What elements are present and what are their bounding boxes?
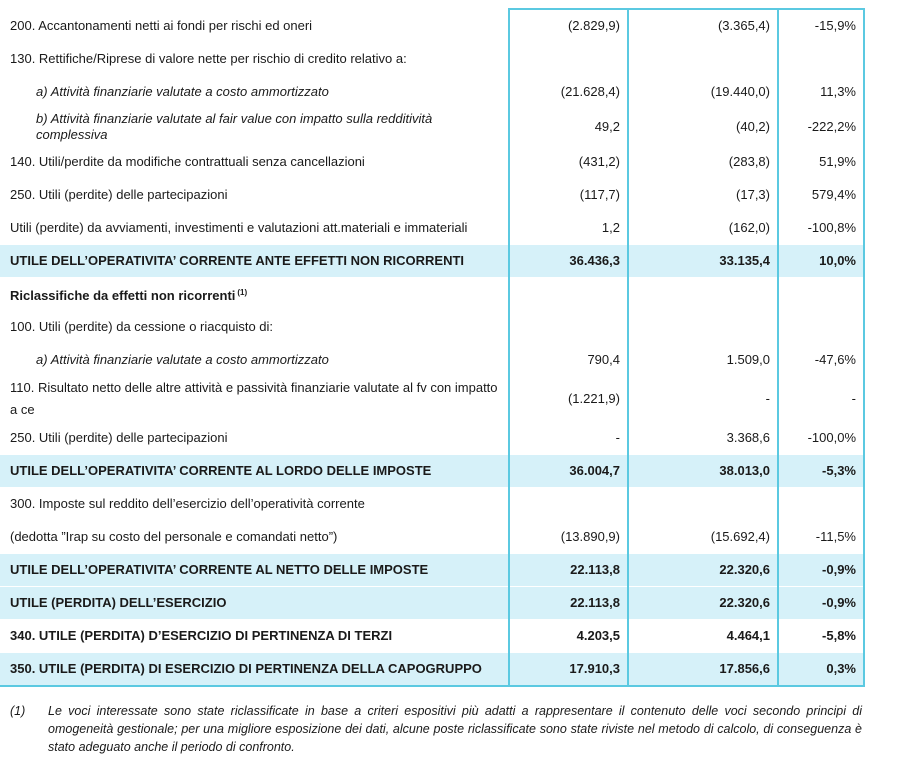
value-current: 22.113,8	[509, 587, 628, 620]
value-change: 11,3%	[778, 76, 864, 109]
table-row	[0, 212, 864, 245]
footnote-ref: (1)	[237, 287, 248, 297]
value-change	[778, 488, 864, 521]
footnote	[10, 702, 862, 756]
value-current: 790,4	[509, 344, 628, 377]
value-previous: 3.368,6	[628, 422, 778, 455]
value-previous	[628, 278, 778, 311]
value-change: -11,5%	[778, 521, 864, 554]
value-change: 579,4%	[778, 179, 864, 212]
value-change: -5,3%	[778, 455, 864, 488]
row-label: 250. Utili (perdite) delle partecipazioni	[0, 179, 509, 212]
value-change	[778, 43, 864, 76]
value-change: -	[778, 377, 864, 422]
table-row	[0, 76, 864, 109]
value-previous: 1.509,0	[628, 344, 778, 377]
value-current	[509, 278, 628, 311]
table-row	[0, 377, 864, 422]
value-current	[509, 311, 628, 344]
value-current: 49,2	[509, 109, 628, 146]
value-previous: 4.464,1	[628, 620, 778, 653]
value-previous: 38.013,0	[628, 455, 778, 488]
row-label: UTILE DELL’OPERATIVITA’ CORRENTE ANTE EFFETTI NON RICORRENTI	[0, 245, 509, 278]
table-row	[0, 521, 864, 554]
table-row	[0, 422, 864, 455]
table-row	[0, 109, 864, 146]
value-current	[509, 488, 628, 521]
value-change	[778, 278, 864, 311]
value-current: 17.910,3	[509, 653, 628, 687]
value-current: 36.436,3	[509, 245, 628, 278]
row-label: 110. Risultato netto delle altre attività e passività finanziarie valutate al fv con impatto a ce	[0, 377, 509, 422]
row-label: 300. Imposte sul reddito dell’esercizio dell’operatività corrente	[0, 488, 509, 521]
row-label: b) Attività finanziarie valutate al fair value con impatto sulla redditività complessiva	[0, 109, 509, 146]
value-change: 10,0%	[778, 245, 864, 278]
row-label: UTILE DELL’OPERATIVITA’ CORRENTE AL LORDO DELLE IMPOSTE	[0, 455, 509, 488]
income-statement-table	[0, 8, 865, 687]
value-previous: (19.440,0)	[628, 76, 778, 109]
value-current: (1.221,9)	[509, 377, 628, 422]
value-current: (2.829,9)	[509, 9, 628, 43]
value-change: -222,2%	[778, 109, 864, 146]
table-row	[0, 620, 864, 653]
value-previous: -	[628, 377, 778, 422]
value-previous: (40,2)	[628, 109, 778, 146]
table-row	[0, 344, 864, 377]
row-label: (dedotta ”Irap su costo del personale e comandati netto”)	[0, 521, 509, 554]
value-previous: (283,8)	[628, 146, 778, 179]
value-change: 0,3%	[778, 653, 864, 687]
table-row	[0, 488, 864, 521]
value-change: -5,8%	[778, 620, 864, 653]
table-row	[0, 9, 864, 43]
value-current: (117,7)	[509, 179, 628, 212]
row-label: a) Attività finanziarie valutate a costo ammortizzato	[0, 344, 509, 377]
value-previous: 17.856,6	[628, 653, 778, 687]
value-previous: 22.320,6	[628, 587, 778, 620]
value-current	[509, 43, 628, 76]
value-current: 1,2	[509, 212, 628, 245]
value-change: -100,8%	[778, 212, 864, 245]
value-change: -0,9%	[778, 587, 864, 620]
subtotal-row	[0, 455, 864, 488]
footnote-mark: (1)	[10, 704, 26, 718]
value-previous	[628, 311, 778, 344]
section-header-row	[0, 278, 864, 311]
value-current: (13.890,9)	[509, 521, 628, 554]
row-label	[0, 278, 509, 311]
row-label: UTILE (PERDITA) DELL’ESERCIZIO	[0, 587, 509, 620]
value-change: -100,0%	[778, 422, 864, 455]
value-current: (431,2)	[509, 146, 628, 179]
value-previous: (17,3)	[628, 179, 778, 212]
value-change: -0,9%	[778, 554, 864, 587]
subtotal-row	[0, 245, 864, 278]
value-previous: 22.320,6	[628, 554, 778, 587]
value-previous: 33.135,4	[628, 245, 778, 278]
section-title: Riclassifiche da effetti non ricorrenti	[10, 287, 236, 303]
row-label: Utili (perdite) da avviamenti, investimenti e valutazioni att.materiali e immateriali	[0, 212, 509, 245]
subtotal-row	[0, 554, 864, 587]
row-label: a) Attività finanziarie valutate a costo ammortizzato	[0, 76, 509, 109]
subtotal-row	[0, 587, 864, 620]
value-current: 22.113,8	[509, 554, 628, 587]
value-previous: (162,0)	[628, 212, 778, 245]
value-current: 36.004,7	[509, 455, 628, 488]
row-label: 100. Utili (perdite) da cessione o riacquisto di:	[0, 311, 509, 344]
value-change: 51,9%	[778, 146, 864, 179]
row-label: 140. Utili/perdite da modifiche contrattuali senza cancellazioni	[0, 146, 509, 179]
table-row	[0, 146, 864, 179]
value-previous	[628, 43, 778, 76]
value-change	[778, 311, 864, 344]
table-row	[0, 43, 864, 76]
row-label: 350. UTILE (PERDITA) DI ESERCIZIO DI PERTINENZA DELLA CAPOGRUPPO	[0, 653, 509, 687]
row-label: 250. Utili (perdite) delle partecipazioni	[0, 422, 509, 455]
value-current: -	[509, 422, 628, 455]
table-row	[0, 311, 864, 344]
footnote-text: Le voci interessate sono state riclassificate in base a criteri espositivi più adatti a rappresentare il contenuto delle voci secondo principi di omogeneità gestionale; per una migliore esposizione dei dati, alcune poste riclassificate sono state riviste nel metodo di calcolo, di conseguenza è stato adeguato anche il periodo di confronto.	[48, 704, 862, 754]
value-current: (21.628,4)	[509, 76, 628, 109]
value-current: 4.203,5	[509, 620, 628, 653]
value-change: -15,9%	[778, 9, 864, 43]
total-row	[0, 653, 864, 687]
value-change: -47,6%	[778, 344, 864, 377]
row-label: 130. Rettifiche/Riprese di valore nette per rischio di credito relativo a:	[0, 43, 509, 76]
row-label: 200. Accantonamenti netti ai fondi per rischi ed oneri	[0, 9, 509, 43]
table-row	[0, 179, 864, 212]
value-previous	[628, 488, 778, 521]
value-previous: (15.692,4)	[628, 521, 778, 554]
row-label: 340. UTILE (PERDITA) D’ESERCIZIO DI PERTINENZA DI TERZI	[0, 620, 509, 653]
value-previous: (3.365,4)	[628, 9, 778, 43]
row-label: UTILE DELL’OPERATIVITA’ CORRENTE AL NETTO DELLE IMPOSTE	[0, 554, 509, 587]
